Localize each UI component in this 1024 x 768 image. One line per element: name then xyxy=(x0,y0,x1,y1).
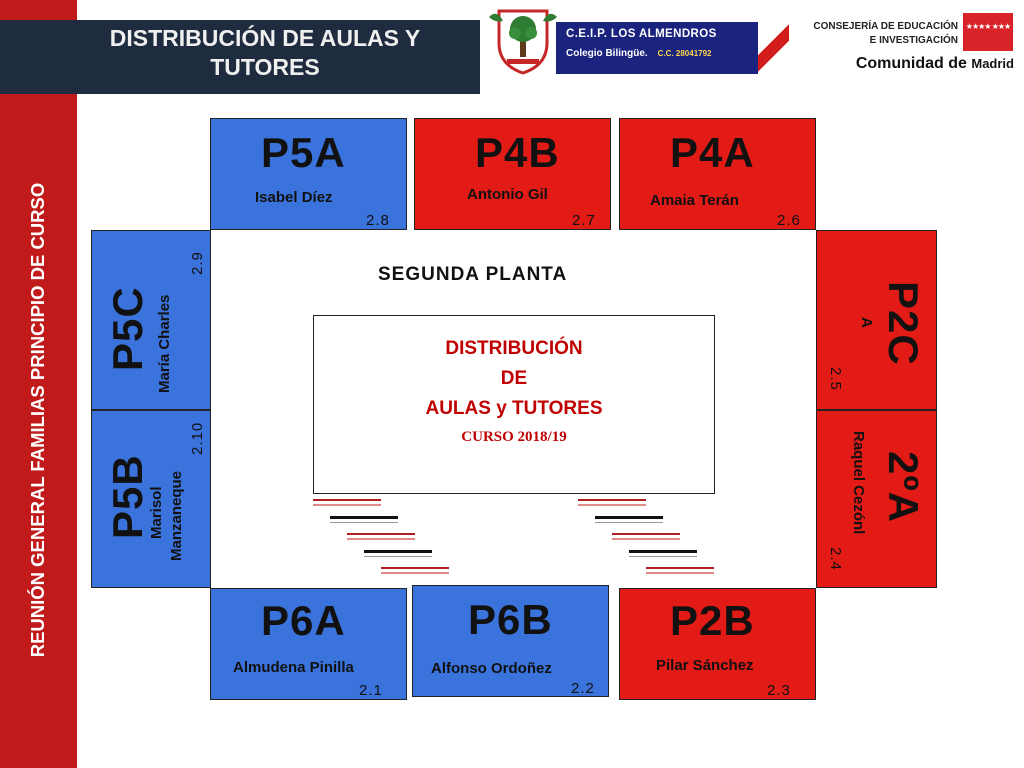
room-p6b xyxy=(412,585,609,697)
room-p2b-number: 2.3 xyxy=(767,682,791,699)
room-p6b-code: P6B xyxy=(468,596,553,643)
room-p2b-code: P2B xyxy=(670,597,755,644)
center-line2: DE xyxy=(500,368,528,389)
stair-step xyxy=(646,567,714,574)
banner-stripe xyxy=(758,22,789,74)
stair-step xyxy=(347,533,415,540)
room-p5c-code: P5C xyxy=(104,286,151,371)
room-p5b xyxy=(91,410,211,588)
school-code: C.C. 28041792 xyxy=(657,49,712,58)
stair-step xyxy=(313,499,381,506)
room-p4b-teacher: Antonio Gil xyxy=(467,186,548,203)
room-p6a-number: 2.1 xyxy=(359,682,383,699)
school-subtitle-text: Colegio Bilingüe. xyxy=(566,48,648,59)
room-p5b-number: 2.10 xyxy=(189,421,206,455)
center-line1: DISTRIBUCIÓN xyxy=(445,338,583,359)
room-p6b-number: 2.2 xyxy=(571,680,595,697)
room-2a-teacher: Raquel Cezónl xyxy=(850,431,867,535)
room-p6a-code: P6A xyxy=(261,597,346,644)
room-p4a xyxy=(619,118,816,230)
floor-label: SEGUNDA PLANTA xyxy=(378,264,568,285)
room-p6b-teacher: Alfonso Ordoñez xyxy=(431,660,552,677)
room-p2b xyxy=(619,588,816,700)
stair-step xyxy=(381,567,449,574)
sidebar xyxy=(0,0,77,768)
page-title-line1: DISTRIBUCIÓN DE AULAS Y xyxy=(109,25,421,51)
room-p2c-number: 2.5 xyxy=(827,367,844,391)
title-bar xyxy=(0,20,480,94)
room-p4a-number: 2.6 xyxy=(777,212,801,229)
room-p2c-teacher: A xyxy=(858,317,875,328)
room-2a-code: 2ºA xyxy=(880,451,927,524)
room-p5b-teacher-line1: Marisol xyxy=(148,486,165,539)
room-p5b-code: P5B xyxy=(104,454,151,539)
government-department xyxy=(790,20,958,48)
room-2a-number: 2.4 xyxy=(827,547,844,571)
room-p5c-number: 2.9 xyxy=(189,251,206,275)
room-p5a-number: 2.8 xyxy=(366,212,390,229)
room-p5a-teacher: Isabel Díez xyxy=(255,189,333,206)
government-region xyxy=(790,55,1014,73)
government-region-city: Madrid xyxy=(971,56,1014,71)
government-line1: CONSEJERÍA DE EDUCACIÓN xyxy=(813,21,958,32)
room-p5a-code-main: P5 xyxy=(261,129,315,176)
school-crest-icon xyxy=(487,3,559,75)
stair-step xyxy=(595,516,663,523)
government-line2: E INVESTIGACIÓN xyxy=(869,35,958,46)
school-banner xyxy=(556,22,789,74)
room-p4b-number: 2.7 xyxy=(572,212,596,229)
room-p4b-code: P4B xyxy=(475,129,560,176)
room-p5b-teacher-line2: Manzaneque xyxy=(168,470,185,561)
room-p6a xyxy=(210,588,407,700)
center-line4: CURSO 2018/19 xyxy=(461,429,567,445)
room-p4a-code xyxy=(670,129,755,177)
stair-step xyxy=(364,550,432,557)
madrid-flag-icon: ★★★★ ★★★ xyxy=(963,13,1013,51)
sidebar-title: REUNIÓN GENERAL FAMILIAS PRINCIPIO DE CURSO xyxy=(27,182,48,658)
room-p4b xyxy=(414,118,611,230)
center-info-box xyxy=(313,315,715,494)
stair-step xyxy=(612,533,680,540)
room-p4a-teacher: Amaia Terán xyxy=(650,192,739,209)
room-p5a xyxy=(210,118,407,230)
room-p4a-code-letter: A xyxy=(723,129,755,176)
room-p5a-code-letter: A xyxy=(314,129,346,176)
stair-step xyxy=(629,550,697,557)
room-p5a-code xyxy=(261,129,346,177)
page-title-line2: TUTORES xyxy=(210,54,320,80)
center-line3: AULAS y TUTORES xyxy=(425,398,603,419)
room-p5c-teacher: María Charles xyxy=(156,294,173,393)
room-p4a-code-main: P4 xyxy=(670,129,724,176)
stair-step xyxy=(330,516,398,523)
room-2a xyxy=(816,410,937,588)
room-p5c xyxy=(91,230,211,410)
government-region-text: Comunidad de xyxy=(855,55,967,72)
school-subtitle xyxy=(566,48,712,59)
stair-step xyxy=(578,499,646,506)
room-p2c-code: P2C xyxy=(880,281,927,366)
room-p6a-teacher: Almudena Pinilla xyxy=(233,659,354,676)
school-name: C.E.I.P. LOS ALMENDROS xyxy=(566,28,717,40)
page-title xyxy=(60,24,470,82)
room-p2c xyxy=(816,230,937,410)
room-p2b-teacher: Pilar Sánchez xyxy=(656,657,754,674)
